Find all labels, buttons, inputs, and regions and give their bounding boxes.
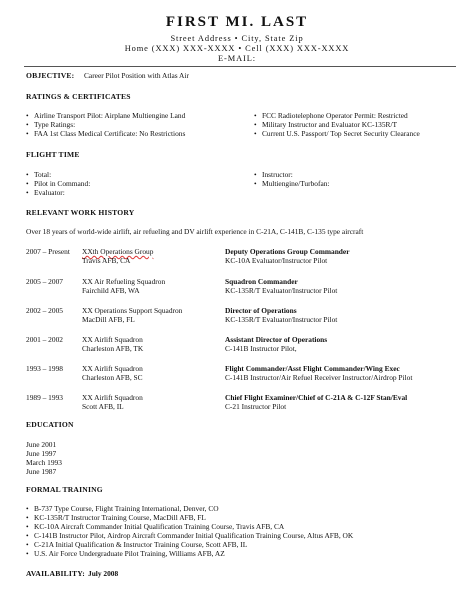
work-history-heading: RELEVANT WORK HISTORY <box>26 208 135 217</box>
rating-item: • FAA 1st Class Medical Certificate: No Restrictions <box>34 129 185 138</box>
education-date: June 1997 <box>26 449 57 458</box>
header-divider <box>24 66 456 67</box>
rating-item: • FCC Radiotelephone Operator Permit: Restricted <box>262 111 408 120</box>
applicant-name: FIRST MI. LAST <box>165 14 309 30</box>
job-location: Scott AFB, IL <box>82 402 124 411</box>
objective-label: OBJECTIVE: <box>26 71 75 80</box>
job-duty: C-141B Instructor Pilot, <box>225 344 297 353</box>
objective-text: Career Pilot Position with Atlas Air <box>84 71 189 80</box>
flight-time-item: • Total: <box>34 170 51 179</box>
work-history-intro: Over 18 years of world-wide airlift, air refueling and DV airlift experience in C-21A, C-141B, C-135 type aircraft <box>26 227 364 236</box>
flight-time-item: • Multiengine/Turbofan: <box>262 179 329 188</box>
job-title: Deputy Operations Group Commander <box>225 247 350 256</box>
job-title: Chief Flight Examiner/Chief of C-21A & C-12F Stan/Eval <box>225 393 408 402</box>
job-location: Travis AFB, CA <box>82 256 131 265</box>
job-title: Squadron Commander <box>225 277 298 286</box>
job-dates: 2002 – 2005 <box>26 306 63 315</box>
job-dates: 2001 – 2002 <box>26 335 63 344</box>
rating-item: • Military Instructor and Evaluator KC-135R/T <box>262 120 397 129</box>
flight-time-heading: FLIGHT TIME <box>26 150 80 159</box>
job-location: Charleston AFB, SC <box>82 373 143 382</box>
ratings-heading: RATINGS & CERTIFICATES <box>26 92 131 101</box>
education-date: June 2001 <box>26 440 57 449</box>
job-title: Assistant Director of Operations <box>225 335 328 344</box>
job-location: MacDill AFB, FL <box>82 315 135 324</box>
job-dates: 2007 – Present <box>26 247 70 256</box>
job-dates: 1989 – 1993 <box>26 393 63 402</box>
job-unit: XX Air Refueling Squadron <box>82 277 166 286</box>
training-item: • U.S. Air Force Undergraduate Pilot Training, Williams AFB, AZ <box>34 549 225 558</box>
rating-item: • Type Ratings: <box>34 120 75 129</box>
email-line: E-MAIL: <box>218 54 256 63</box>
training-item: • C-141B Instructor Pilot, Airdrop Aircraft Commander Initial Qualification Training Course, Altus AFB, OK <box>34 531 353 540</box>
training-item: • KC-135R/T Instructor Training Course, MacDill AFB, FL <box>34 513 206 522</box>
training-item: • C-21A Initial Qualification & Instructor Training Course, Scott AFB, IL <box>34 540 247 549</box>
street-address-line: Street Address • City, State Zip <box>170 34 304 43</box>
phone-line: Home (XXX) XXX-XXXX • Cell (XXX) XXX-XXXX <box>124 44 350 53</box>
job-duty: KC-135R/T Evaluator/Instructor Pilot <box>225 315 338 324</box>
availability-value: July 2008 <box>88 569 119 578</box>
education-date: June 1987 <box>26 467 57 476</box>
education-heading: EDUCATION <box>26 420 74 429</box>
job-unit: XX Airlift Squadron <box>82 393 143 402</box>
job-title: Director of Operations <box>225 306 297 315</box>
job-unit: XX Operations Support Squadron <box>82 306 183 315</box>
job-unit: XX Airlift Squadron <box>82 364 143 373</box>
training-item: • KC-10A Aircraft Commander Initial Qualification Training Course, Travis AFB, CA <box>34 522 284 531</box>
flight-time-item: • Instructor: <box>262 170 293 179</box>
job-title: Flight Commander/Asst Flight Commander/Wing Exec <box>225 364 400 373</box>
job-duty: C-141B Instructor/Air Refuel Receiver Instructor/Airdrop Pilot <box>225 373 413 382</box>
job-location: Charleston AFB, TK <box>82 344 144 353</box>
rating-item: • Airline Transport Pilot: Airplane Multiengine Land <box>34 111 185 120</box>
job-location: Fairchild AFB, WA <box>82 286 140 295</box>
training-item: • B-737 Type Course, Flight Training International, Denver, CO <box>34 504 219 513</box>
job-dates: 2005 – 2007 <box>26 277 63 286</box>
job-unit: XXth Operations Group <box>82 247 154 256</box>
rating-item: • Current U.S. Passport/ Top Secret Security Clearance <box>262 129 420 138</box>
formal-training-heading: FORMAL TRAINING <box>26 485 103 494</box>
job-duty: KC-135R/T Evaluator/Instructor Pilot <box>225 286 338 295</box>
job-duty: C-21 Instructor Pilot <box>225 402 287 411</box>
flight-time-item: • Evaluator: <box>34 188 65 197</box>
flight-time-item: • Pilot in Command: <box>34 179 90 188</box>
education-date: March 1993 <box>26 458 62 467</box>
job-unit: XX Airlift Squadron <box>82 335 143 344</box>
job-dates: 1993 – 1998 <box>26 364 63 373</box>
availability-label: AVAILABILITY: <box>26 569 86 578</box>
job-duty: KC-10A Evaluator/Instructor Pilot <box>225 256 328 265</box>
